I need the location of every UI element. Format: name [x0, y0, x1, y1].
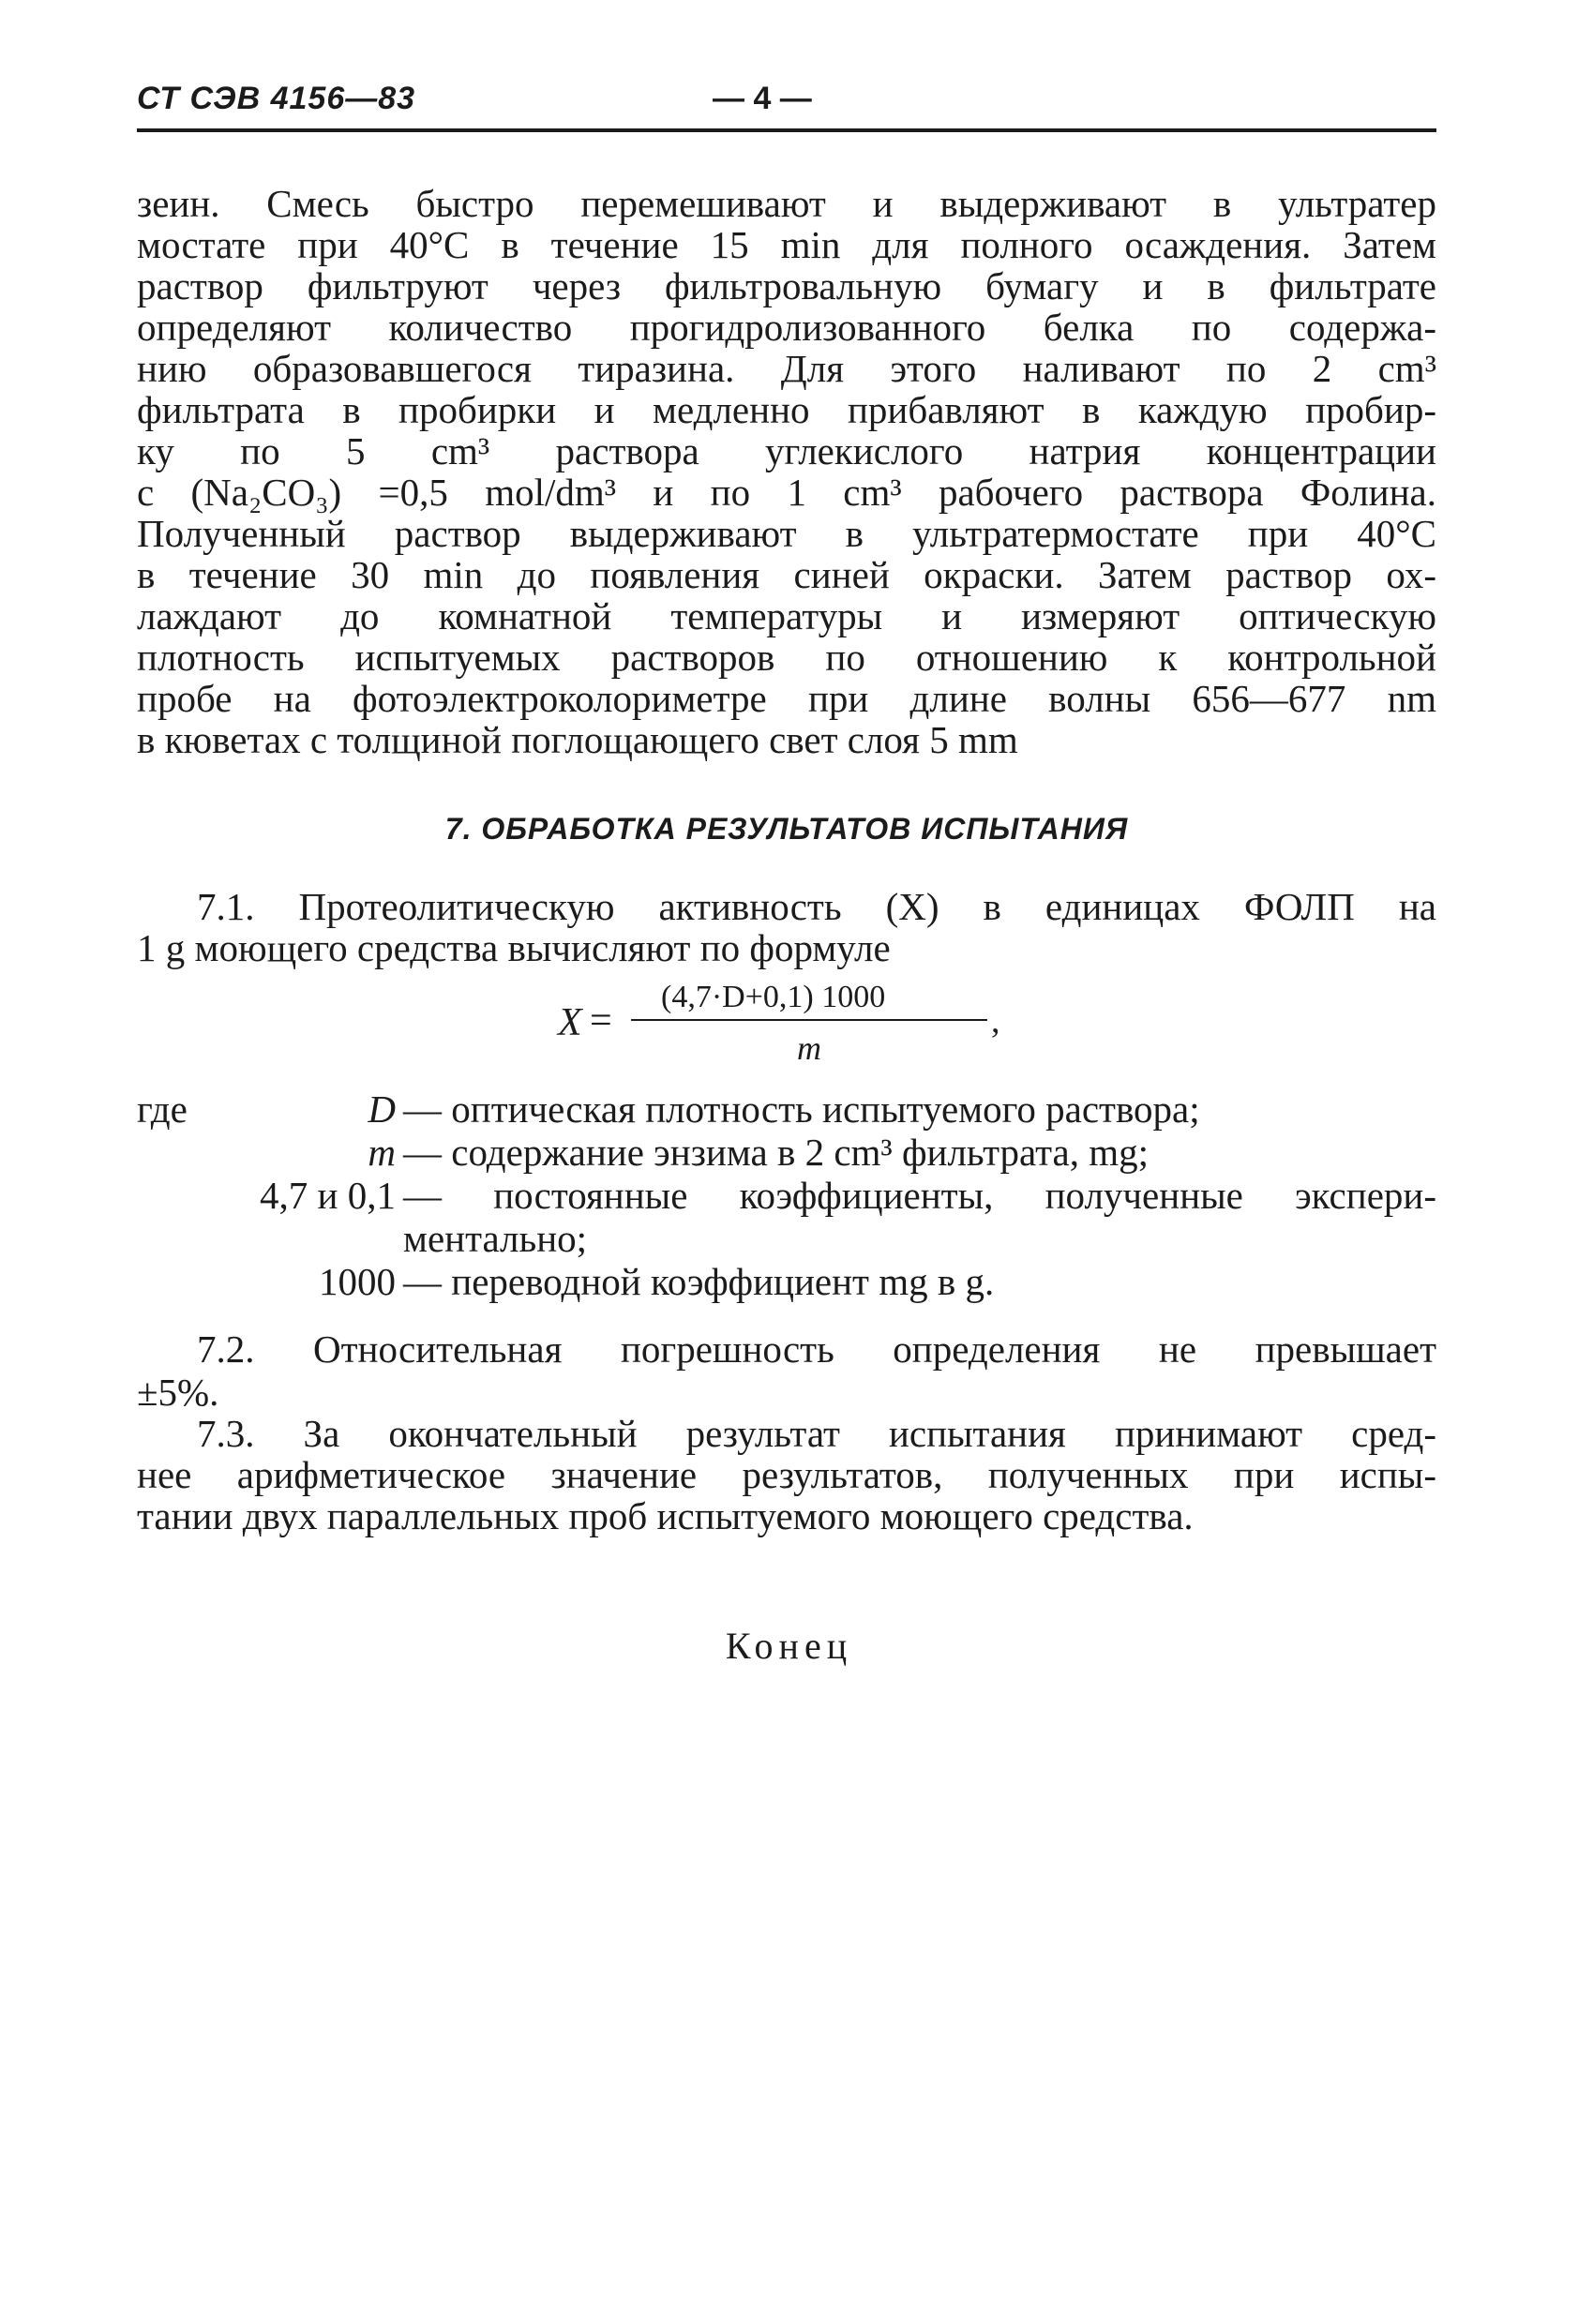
definition-symbol: 1000: [319, 1260, 396, 1303]
paragraph-line: нию образовавшегося тиразина. Для этого наливают по 2 cm³: [137, 347, 1436, 390]
clause-7-1-line: 7.1. Протеолитическую активность (X) в единицах ФОЛП на: [197, 885, 1436, 928]
definition-text: ментально;: [403, 1217, 588, 1260]
paragraph-line: ку по 5 cm³ раствора углекислого натрия концентрации: [137, 429, 1436, 472]
formula-lhs: X: [558, 1001, 582, 1044]
clause-7-3-line: тании двух параллельных проб испытуемого моющего средства.: [137, 1494, 1194, 1537]
page-number: — 4 —: [713, 81, 812, 116]
paragraph-line: определяют количество прогидролизованного белка по содержа-: [137, 306, 1436, 349]
formula-denominator: m: [797, 1029, 821, 1067]
standard-designation: СТ СЭВ 4156—83: [137, 81, 416, 116]
formula-equals: =: [590, 999, 612, 1042]
definition-symbol: D: [368, 1087, 396, 1131]
paragraph-line: фильтрата в пробирки и медленно прибавляют в каждую пробир-: [137, 388, 1436, 431]
definition-text: — содержание энзима в 2 cm³ фильтрата, mg;: [403, 1131, 1150, 1174]
paragraph-line: плотность испытуемых растворов по отношению к контрольной: [137, 636, 1436, 679]
paragraph-line: Полученный раствор выдерживают в ультратермостате при 40°С: [137, 512, 1436, 555]
section-heading: 7. ОБРАБОТКА РЕЗУЛЬТАТОВ ИСПЫТАНИЯ: [444, 812, 1129, 846]
clause-7-3-line: 7.3. За окончательный результат испытания принимают сред-: [197, 1412, 1436, 1455]
paragraph-line: в течение 30 min до появления синей окраски. Затем раствор ох-: [137, 553, 1436, 596]
definition-text: — переводной коэффициент mg в g.: [403, 1260, 995, 1303]
paragraph-line: зеин. Смесь быстро перемешивают и выдерживают в ультратер: [137, 182, 1436, 225]
paragraph-line: раствор фильтруют через фильтровальную бумагу и в фильтрате: [137, 264, 1436, 307]
formula: [558, 980, 1008, 1073]
paragraph-line: в кюветах с толщиной поглощающего свет слоя 5 mm: [137, 718, 1018, 761]
paragraph-line: пробе на фотоэлектроколориметре при длине волны 656—677 nm: [137, 677, 1436, 720]
paragraph-line: c (Na₂CO₃) =0,5 mol/dm³ и по 1 cm³ рабочего раствора Фолина.: [137, 471, 1436, 514]
clause-7-2-line: ±5%.: [137, 1371, 219, 1414]
paragraph-line: лаждают до комнатной температуры и измеряют оптическую: [137, 594, 1436, 637]
definition-text: — постоянные коэффициенты, полученные экспери-: [403, 1174, 1436, 1217]
definition-symbol: 4,7 и 0,1: [260, 1174, 396, 1217]
clause-7-1-line: 1 g моющего средства вычисляют по формуле: [137, 926, 891, 969]
definition-symbol: m: [368, 1131, 396, 1174]
clause-7-2-line: 7.2. Относительная погрешность определения не превышает: [197, 1327, 1436, 1371]
clause-7-3-line: нее арифметическое значение результатов, полученных при испы-: [137, 1453, 1436, 1496]
header-rule: [137, 128, 1436, 132]
formula-numerator: (4,7·D+0,1) 1000: [661, 980, 886, 1014]
paragraph-line: мостате при 40°С в течение 15 min для полного осаждения. Затем: [137, 223, 1436, 266]
end-marker: Конец: [725, 1625, 853, 1667]
fraction-bar: [631, 1019, 987, 1021]
definition-lead: где: [137, 1087, 188, 1131]
definition-text: — оптическая плотность испытуемого раствора;: [403, 1087, 1200, 1131]
formula-comma: ,: [991, 1001, 1000, 1041]
